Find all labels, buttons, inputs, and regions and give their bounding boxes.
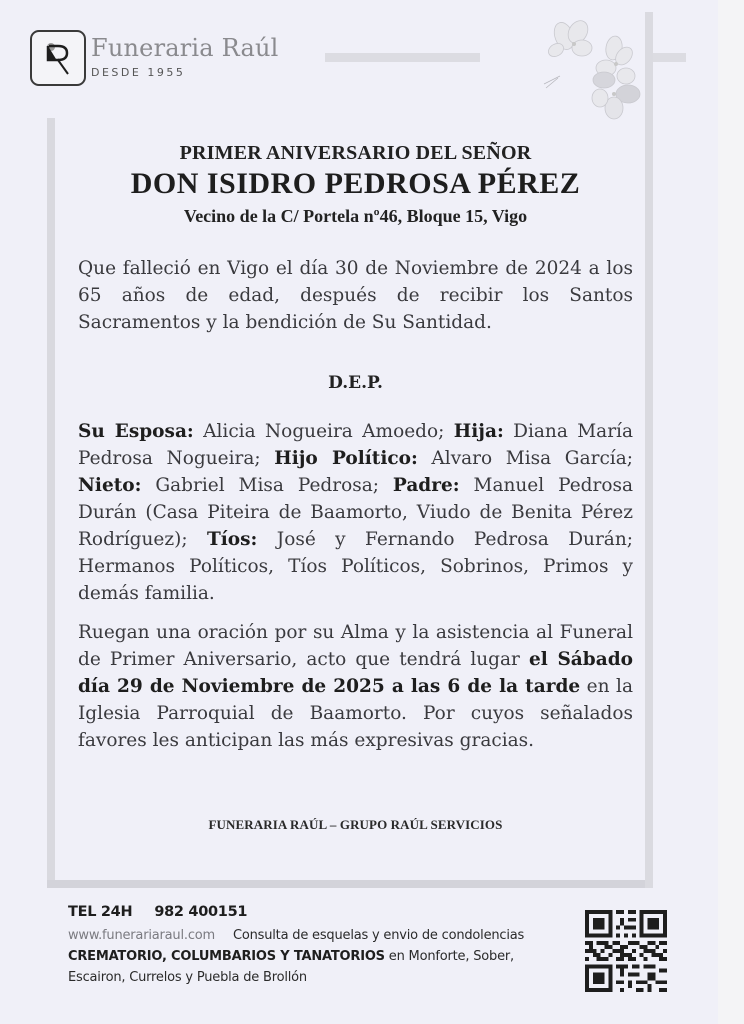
brand-since: DESDE 1955 [91,66,186,79]
family-label-son-in-law: Hijo Político: [274,448,418,469]
notice-title: PRIMER ANIVERSARIO DEL SEÑOR [179,142,532,164]
service-intro: Ruegan una oración por su Alma y la asistencia al Funeral de Primer Aniversario, acto que tendrá lugar [78,622,633,670]
phone-label: TEL 24H [68,904,133,920]
brand-logo [30,30,279,86]
frame-line-top [325,53,480,62]
brand-name: Funeraria Raúl [91,34,279,62]
deceased-name: DON ISIDRO PEDROSA PÉREZ [130,167,581,200]
obituary-content [78,140,634,832]
services-text: CREMATORIO, COLUMBARIOS Y TANATORIOS [68,949,385,964]
scan-margin [718,0,744,1024]
service-outro: en la Iglesia Parroquial de Baamorto. Por cuyos señalados favores les anticipan las más expresivas gracias. [78,676,633,751]
deceased-address: Vecino de la C/ Portela nº46, Bloque 15, Vigo [183,206,528,226]
plumeria-flowers-icon [536,18,646,120]
consult-text: Consulta de esquelas y envio de condolencias [232,928,525,943]
family-text-spouse: Alicia Nogueira Amoedo; [193,421,454,442]
frame-line-right [645,12,653,888]
family-label-father: Padre: [392,475,460,496]
signature: FUNERARIA RAÚL – GRUPO RAÚL SERVICIOS [208,817,503,832]
website-link[interactable]: www.funerariaraul.com [68,928,215,943]
family-label-grandson: Nieto: [78,475,142,496]
phone-row [68,904,548,920]
family-text-son-in-law: Alvaro Misa García; [417,448,633,469]
family-text-uncles: José y Fernando Pedrosa Durán; Hermanos Políticos, Tíos Políticos, Sobrinos, Primos y demás familia. [78,529,633,604]
frame-line-bottom [47,880,653,888]
logo-badge-icon [30,30,86,86]
frame-line-left [47,118,55,888]
death-paragraph: Que falleció en Vigo el día 30 de Noviembre de 2024 a los 65 años de edad, después de recibir los Santos Sacramentos y la bendición de Su Santidad. [78,258,633,333]
family-label-daughter: Hija: [453,421,504,442]
family-label-spouse: Su Esposa: [78,421,194,442]
contact-footer [68,904,548,988]
frame-line-top-stub [653,53,686,62]
service-datetime: el Sábado día 29 de Noviembre de 2025 a las 6 de la tarde [78,649,633,697]
r-monogram-icon [38,38,78,78]
family-text-grandson: Gabriel Misa Pedrosa; [141,475,393,496]
phone-number[interactable]: 982 400151 [154,904,248,920]
family-text-father: Manuel Pedrosa Durán (Casa Piteira de Baamorto, Viudo de Benita Pérez Rodríguez); [78,475,634,550]
footer-info [68,925,548,988]
dep-label: D.E.P. [328,373,383,393]
locations-text: en Monforte, Sober, Escairon, Currelos y Puebla de Brollón [68,949,514,985]
service-paragraph [78,619,633,754]
family-text-daughter: Diana María Pedrosa Nogueira; [78,421,633,469]
qr-code-icon[interactable] [584,910,668,992]
family-paragraph [78,418,633,607]
family-label-uncles: Tíos: [206,529,258,550]
